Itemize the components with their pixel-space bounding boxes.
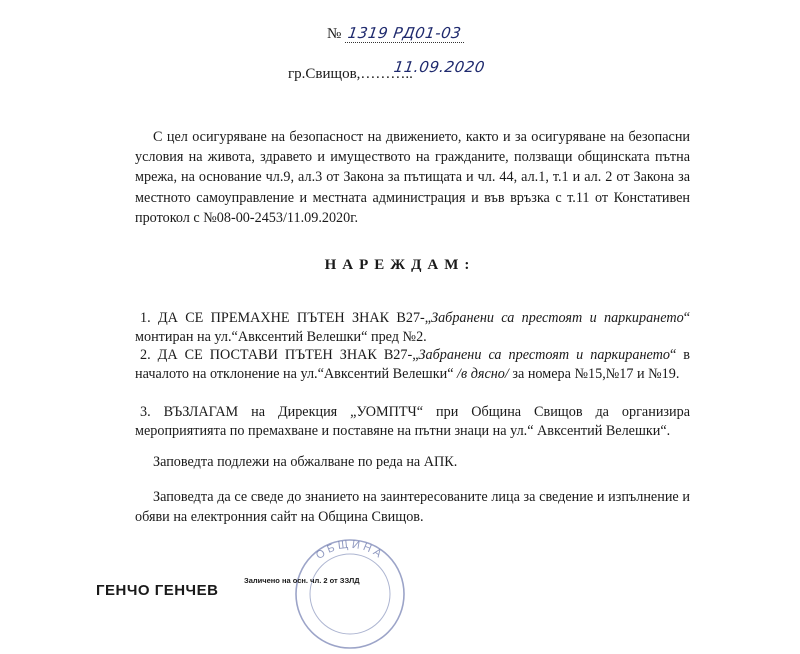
item-2-text: 2. ДА СЕ ПОСТАВИ ПЪТЕН ЗНАК В27-„ — [140, 347, 419, 363]
order-item-3 — [135, 403, 690, 441]
order-number-handwritten: 1319 РД01-03 — [346, 24, 463, 42]
municipality-seal — [290, 534, 410, 654]
item-1-sign-name: Забранени са престоят и паркирането — [431, 310, 684, 326]
order-number-field — [345, 26, 464, 43]
notice-paragraph — [135, 487, 690, 527]
item-1-location: “ монтиран на ул.“Авксентий Велешки“ пред №2. — [135, 310, 690, 345]
date-handwritten: 11.09.2020 — [392, 58, 487, 76]
number-prefix: № — [327, 26, 342, 42]
item-2-side: /в дясно/ — [457, 366, 509, 382]
preamble-text: С цел осигуряване на безопасност на движението, както и за осигуряване на безопасни условия на живота, здравето и имуществото на гражданите, ползващи общинската пътна мрежа, на основание чл.9, ал.3 от Закона за пътищата и чл. 44, ал.1, т.1 и ал. 2 от Закона за местното самоуправление и местната администрация и във връзка с т.11 от Констативен протокол с №08-00-2453/11.09.2020г. — [135, 129, 690, 226]
seal-text: ОБЩИНА — [313, 538, 387, 563]
svg-text:ОБЩИНА — [314, 539, 386, 562]
item-3-text: 3. ВЪЗЛАГАМ на Дирекция „УОМПТЧ“ при Община Свищов да организира мероприятията по премахване и поставяне на пътни знаци на ул.“ Авксентий Велешки“. — [135, 404, 690, 439]
preamble-paragraph — [135, 127, 690, 228]
item-2-sign-name: Забранени са престоят и паркирането — [418, 347, 670, 363]
signer-name: ГЕНЧО ГЕНЧЕВ — [96, 582, 219, 599]
city-date-line — [288, 58, 487, 83]
order-heading: НАРЕЖДАМ: — [324, 257, 476, 273]
order-number-line — [327, 24, 464, 43]
order-item-1 — [135, 309, 690, 347]
city-prefix: гр.Свищов, — [288, 66, 361, 82]
item-2-location: “ в началото на отклонение на ул.“Авксентий Велешки“ — [135, 347, 690, 382]
appeal-text: Заповедта подлежи на обжалване по реда на АПК. — [153, 454, 458, 470]
appeal-paragraph — [135, 452, 690, 472]
item-1-text: 1. ДА СЕ ПРЕМАХНЕ ПЪТЕН ЗНАК В27-„ — [140, 310, 432, 326]
redaction-note: Заличено на осн. чл. 2 от ЗЗЛД — [244, 576, 360, 585]
date-dots: ……….. — [360, 66, 413, 82]
notice-text: Заповедта да се сведе до знанието на заинтересованите лица за сведение и изпълнение и обяви на електронния сайт на Община Свищов. — [135, 489, 690, 526]
order-item-2 — [135, 346, 690, 384]
item-2-numbers: за номера №15,№17 и №19. — [508, 366, 680, 382]
